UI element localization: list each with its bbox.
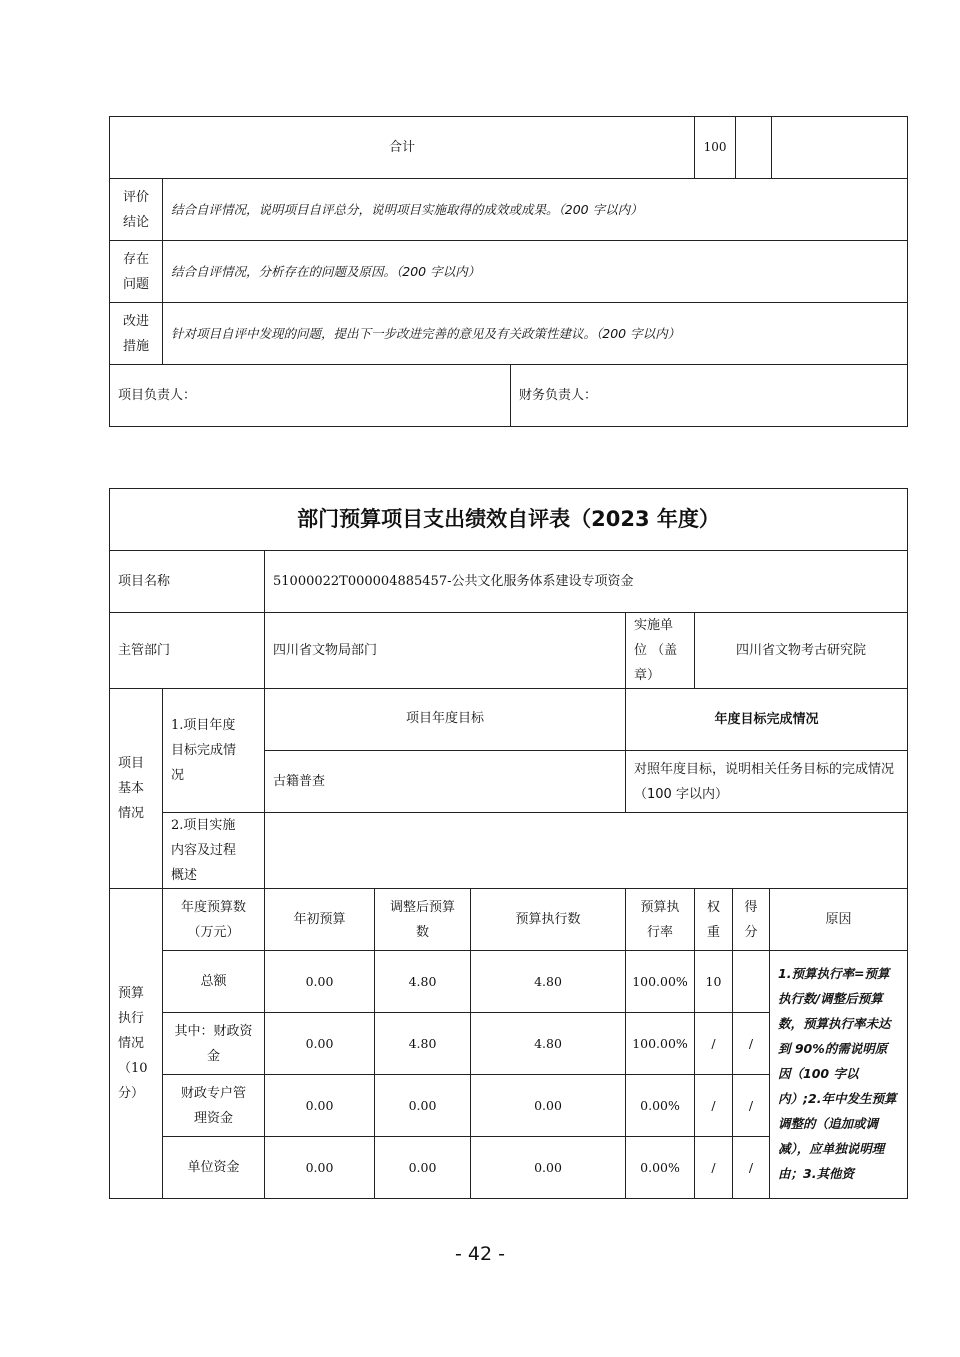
budget-header-row <box>110 889 908 951</box>
budget-adjusted: 4.80 <box>375 1013 471 1075</box>
process-text <box>265 813 908 889</box>
project-name-row <box>110 551 908 613</box>
dept-value: 四川省文物局部门 <box>265 613 626 689</box>
process-row <box>110 813 908 889</box>
budget-header-score: 得 分 <box>733 889 770 951</box>
total-weight: 100 <box>695 117 736 179</box>
table-title: 部门预算项目支出绩效自评表（2023 年度） <box>110 489 908 551</box>
dept-label: 主管部门 <box>110 613 265 689</box>
budget-weight: / <box>695 1137 733 1199</box>
total-label: 合计 <box>110 117 695 179</box>
budget-rate: 100.00% <box>626 951 695 1013</box>
budget-header-initial: 年初预算 <box>265 889 375 951</box>
measure-text: 针对项目自评中发现的问题，提出下一步改进完善的意见及有关政策性建议。（200 字以内） <box>163 303 908 365</box>
problem-label: 存在 问题 <box>110 241 163 303</box>
budget-row-label: 总额 <box>163 951 265 1013</box>
budget-score: / <box>733 1075 770 1137</box>
summary-table <box>109 116 908 427</box>
budget-row <box>110 951 908 1013</box>
budget-initial: 0.00 <box>265 951 375 1013</box>
budget-initial: 0.00 <box>265 1013 375 1075</box>
impl-unit-label: 实施单 位 （盖 章） <box>626 613 695 689</box>
budget-executed: 0.00 <box>471 1137 626 1199</box>
finance-owner-label: 财务负责人： <box>511 365 908 427</box>
goal-header: 项目年度目标 <box>265 689 626 751</box>
goal-header-row <box>110 689 908 751</box>
conclusion-text: 结合自评情况，说明项目自评总分，说明项目实施取得的成效或成果。（200 字以内） <box>163 179 908 241</box>
budget-section-label: 预算 执行 情况 （10 分） <box>110 889 163 1199</box>
total-row <box>110 117 908 179</box>
budget-row-label: 财政专户管 理资金 <box>163 1075 265 1137</box>
budget-row-label: 其中：财政资 金 <box>163 1013 265 1075</box>
budget-weight: / <box>695 1013 733 1075</box>
budget-weight: 10 <box>695 951 733 1013</box>
budget-header-adjusted: 调整后预算 数 <box>375 889 471 951</box>
budget-score: / <box>733 1013 770 1075</box>
budget-header-rate: 预算执 行率 <box>626 889 695 951</box>
budget-score: / <box>733 1137 770 1199</box>
process-label: 2.项目实施 内容及过程 概述 <box>163 813 265 889</box>
budget-executed: 4.80 <box>471 1013 626 1075</box>
budget-initial: 0.00 <box>265 1075 375 1137</box>
budget-executed: 4.80 <box>471 951 626 1013</box>
project-name-label: 项目名称 <box>110 551 265 613</box>
total-reason <box>772 117 908 179</box>
reason-note: 1.预算执行率=预算执行数/调整后预算数，预算执行率未达到 90%的需说明原因（100 字以内）;2.年中发生预算调整的（追加或调减），应单独说明理由；3.其他资 <box>770 951 908 1199</box>
budget-weight: / <box>695 1075 733 1137</box>
evaluation-table <box>109 488 908 1199</box>
budget-executed: 0.00 <box>471 1075 626 1137</box>
measure-label: 改进 措施 <box>110 303 163 365</box>
conclusion-row <box>110 179 908 241</box>
page-number: - 42 - <box>455 1243 505 1265</box>
goal-text: 古籍普查 <box>265 751 626 813</box>
problem-text: 结合自评情况，分析存在的问题及原因。（200 字以内） <box>163 241 908 303</box>
budget-adjusted: 0.00 <box>375 1137 471 1199</box>
total-score <box>736 117 772 179</box>
owner-row <box>110 365 908 427</box>
title-row <box>110 489 908 551</box>
completion-text: 对照年度目标，说明相关任务目标的完成情况（100 字以内） <box>626 751 908 813</box>
budget-rate: 0.00% <box>626 1075 695 1137</box>
budget-initial: 0.00 <box>265 1137 375 1199</box>
budget-adjusted: 4.80 <box>375 951 471 1013</box>
budget-rate: 100.00% <box>626 1013 695 1075</box>
goal-section-label: 1.项目年度 目标完成情 况 <box>163 689 265 813</box>
dept-row <box>110 613 908 689</box>
budget-adjusted: 0.00 <box>375 1075 471 1137</box>
budget-header-annual: 年度预算数 （万元） <box>163 889 265 951</box>
budget-header-executed: 预算执行数 <box>471 889 626 951</box>
project-owner-label: 项目负责人： <box>110 365 511 427</box>
problem-row <box>110 241 908 303</box>
budget-header-weight: 权 重 <box>695 889 733 951</box>
conclusion-label: 评价 结论 <box>110 179 163 241</box>
measure-row <box>110 303 908 365</box>
completion-header: 年度目标完成情况 <box>626 689 908 751</box>
impl-unit-value: 四川省文物考古研究院 <box>695 613 908 689</box>
basic-info-label: 项目 基本 情况 <box>110 689 163 889</box>
project-name-value: 51000022T000004885457-公共文化服务体系建设专项资金 <box>265 551 908 613</box>
budget-row-label: 单位资金 <box>163 1137 265 1199</box>
budget-score <box>733 951 770 1013</box>
budget-rate: 0.00% <box>626 1137 695 1199</box>
budget-header-reason: 原因 <box>770 889 908 951</box>
